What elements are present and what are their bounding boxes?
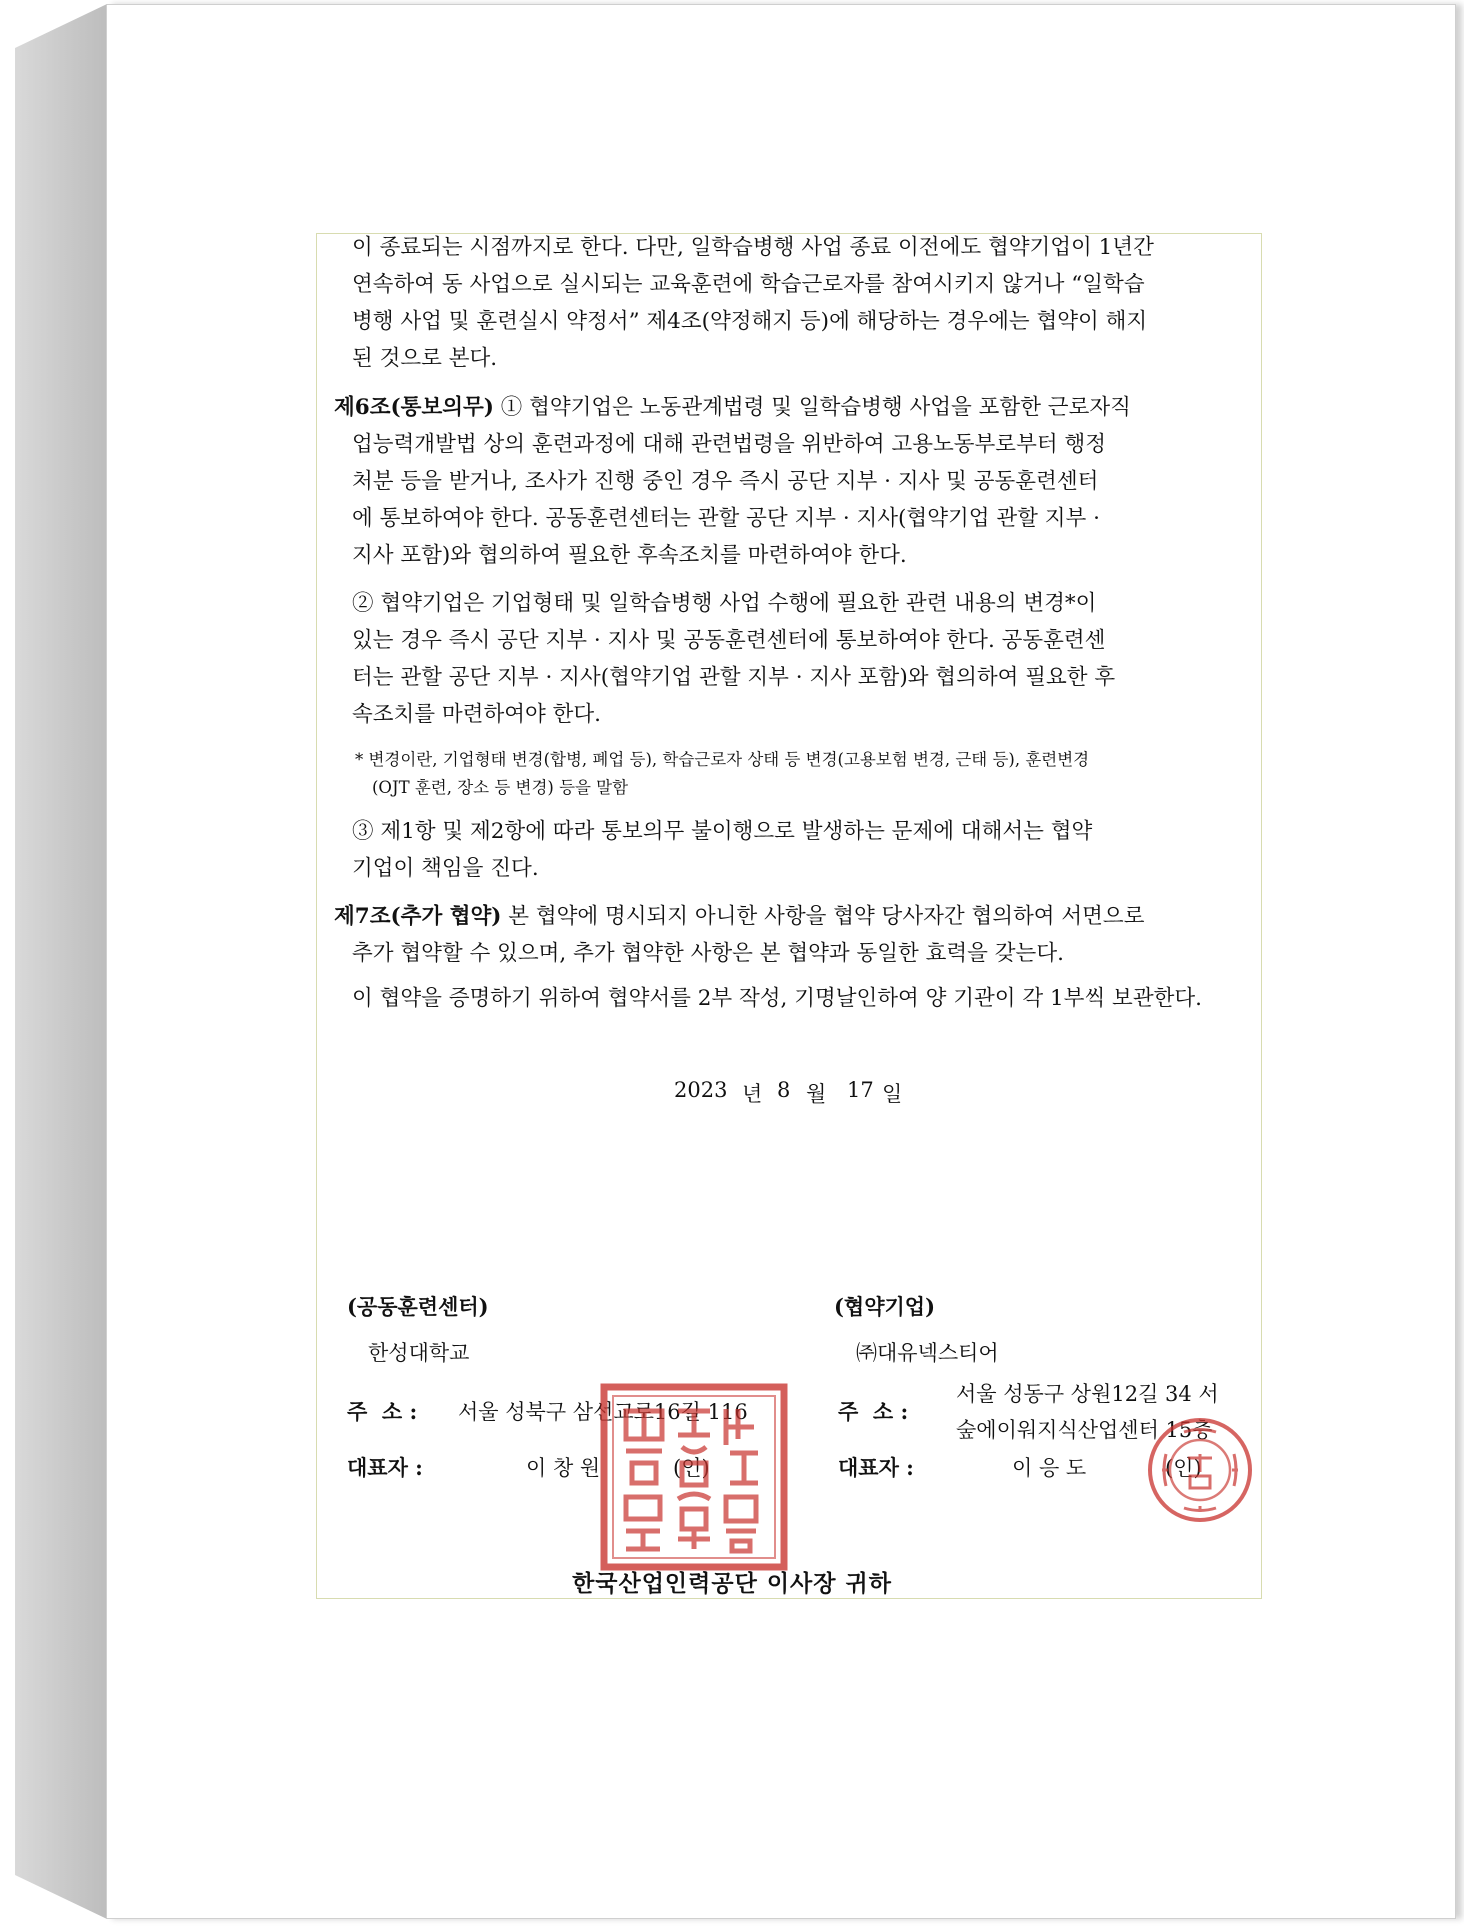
left-address: 서울 성북구 삼선교로16길 116	[458, 1400, 748, 1424]
footnote-line: * 변경이란, 기업형태 변경(합병, 폐업 등), 학습근로자 상태 등 변경(고용보험 변경, 근태 등), 훈련변경	[355, 750, 1090, 769]
left-seal-mark: (인)	[673, 1456, 710, 1480]
right-party-name: ㈜대유넥스티어	[856, 1341, 999, 1365]
company-seal-stamp	[1144, 1414, 1256, 1526]
left-party-heading: (공동훈련센터)	[347, 1294, 489, 1319]
text-line: 이 종료되는 시점까지로 한다. 다만, 일학습병행 사업 종료 이전에도 협약기업이 1년간	[352, 235, 1154, 260]
text-line: 있는 경우 즉시 공단 지부 · 지사 및 공동훈련센터에 통보하여야 한다. 공동훈련센	[352, 628, 1106, 653]
text-line: 터는 관할 공단 지부 · 지사(협약기업 관할 지부 · 지사 포함)와 협의하여 필요한 후	[352, 665, 1116, 690]
text-line: 기업이 책임을 진다.	[352, 856, 539, 881]
text-line: 업능력개발법 상의 훈련과정에 대해 관련법령을 위반하여 고용노동부로부터 행정	[352, 432, 1106, 457]
addressee-footer: 한국산업인력공단 이사장 귀하	[572, 1570, 892, 1597]
left-rep-label: 대표자 :	[347, 1455, 423, 1480]
text-line: ③ 제1항 및 제2항에 따라 통보의무 불이행으로 발생하는 문제에 대해서는 협약	[352, 819, 1093, 844]
university-seal-stamp	[598, 1381, 790, 1573]
right-address-label: 주 소 :	[838, 1399, 909, 1424]
right-address-line-2: 숲에이워지식산업센터 15층	[956, 1418, 1213, 1442]
left-rep-name: 이 창 원	[526, 1456, 601, 1480]
date-month: 8	[777, 1078, 791, 1102]
text-line: 속조치를 마련하여야 한다.	[352, 702, 601, 727]
article-6-heading: 제6조(통보의무)	[334, 395, 494, 420]
date-year-unit: 년	[742, 1082, 763, 1106]
date-day: 17	[847, 1078, 874, 1102]
date-day-unit: 일	[882, 1082, 903, 1106]
date-year: 2023	[674, 1078, 728, 1102]
left-address-label: 주 소 :	[347, 1399, 418, 1424]
footnote-line: (OJT 훈련, 장소 등 변경) 등을 말함	[372, 778, 629, 797]
right-party-heading: (협약기업)	[834, 1294, 936, 1319]
right-seal-mark: (인)	[1165, 1456, 1202, 1480]
right-rep-name: 이 응 도	[1012, 1456, 1087, 1480]
left-party-name: 한성대학교	[368, 1341, 470, 1365]
text-line: 병행 사업 및 훈련실시 약정서” 제4조(약정해지 등)에 해당하는 경우에는 협약이 해지	[352, 309, 1148, 334]
right-address-line-1: 서울 성동구 상원12길 34 서	[956, 1382, 1219, 1406]
text-line: 된 것으로 본다.	[352, 346, 498, 371]
text-line: ② 협약기업은 기업형태 및 일학습병행 사업 수행에 필요한 관련 내용의 변경*이	[352, 591, 1097, 616]
article-7-heading: 제7조(추가 협약)	[334, 904, 502, 929]
article-6-paragraph-1	[334, 389, 1131, 426]
document-spine	[15, 4, 107, 1919]
text-line: 추가 협약할 수 있으며, 추가 협약한 사항은 본 협약과 동일한 효력을 갖는다.	[352, 941, 1064, 966]
right-rep-label: 대표자 :	[838, 1455, 914, 1480]
text-line: 처분 등을 받거나, 조사가 진행 중인 경우 즉시 공단 지부 · 지사 및 공동훈련센터	[352, 469, 1099, 494]
text-line: 본 협약에 명시되지 아니한 사항을 협약 당사자간 협의하여 서면으로	[508, 904, 1145, 929]
closing-statement: 이 협약을 증명하기 위하여 협약서를 2부 작성, 기명날인하여 양 기관이 각 1부씩 보관한다.	[352, 986, 1202, 1011]
text-line: 연속하여 동 사업으로 실시되는 교육훈련에 학습근로자를 참여시키지 않거나 “일학습	[352, 272, 1145, 297]
text-line: ① 협약기업은 노동관계법령 및 일학습병행 사업을 포함한 근로자직	[500, 395, 1131, 420]
text-line: 지사 포함)와 협의하여 필요한 후속조치를 마련하여야 한다.	[352, 543, 907, 568]
article-7-paragraph	[334, 898, 1144, 935]
text-line: 에 통보하여야 한다. 공동훈련센터는 관할 공단 지부 · 지사(협약기업 관할 지부 ·	[352, 506, 1100, 531]
date-month-unit: 월	[806, 1082, 827, 1106]
